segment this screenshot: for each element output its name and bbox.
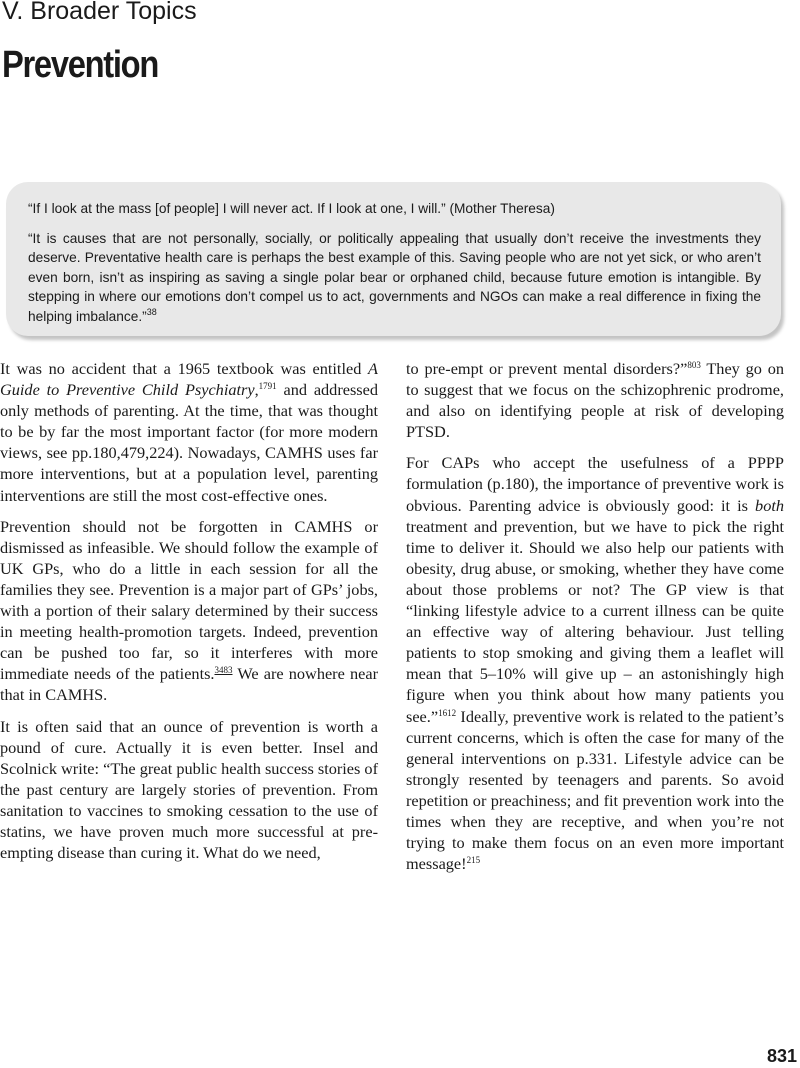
quote-box: [6, 182, 781, 336]
page-number: 831: [766, 1046, 797, 1066]
paragraph: Prevention should not be forgotten in CAMHS or dismissed as infeasible. We should follow the example of UK GPs, who do a little in each session for all the families they see. Prevention is a major part of GPs’ jobs, with a portion of their salary determined by their success in meeting health-promotion targets. Indeed, prevention can be pushed too far, so it interferes with more immediate needs of the patients.$^{3483}$ We are nowhere near that in CAMHS.: [0, 516, 378, 705]
quote-mother-theresa: “If I look at the mass [of people] I will never act. If I look at one, I will.” (Mother Theresa): [28, 201, 555, 216]
citation-ref: 215: [466, 855, 481, 866]
emphasis: both: [755, 495, 784, 515]
citation-ref: 1612: [438, 707, 457, 718]
citation-ref-link[interactable]: 3483: [214, 665, 233, 676]
section-label: V. Broader Topics: [2, 0, 197, 25]
paragraph: It was no accident that a 1965 textbook was entitled A Guide to Preventive Child Psychiatry,$^{1791}$ and addressed only methods of parenting. At the time, that was thought to be by far the most important factor (for more modern views, see pp.180,479,224). Nowadays, CAMHS uses far more interventions, but at a population level, parenting interventions are still the most cost-effective ones.: [0, 359, 379, 505]
quote-causes: [28, 229, 761, 327]
left-column: [0, 358, 378, 873]
page-title: Prevention: [2, 44, 158, 86]
paragraph: It is often said that an ounce of prevention is worth a pound of cure. Actually it is even better. Insel and Scolnick write: “The great public health success stories of the past century are largely stories of prevention. From sanitation to vaccines to smoking cessation to the use of statins, we have proven much more successful at pre-empting disease than curing it. What do we need,: [0, 716, 378, 863]
paragraph: For CAPs who accept the usefulness of a PPPP formulation (p.180), the importance of preventive work is obvious. Parenting advice is obviously good: it is both treatment and prevention, but we have to pick the right time to deliver it. Should we also help our patients with obesity, drug abuse, or smoking, whether they have come about those problems or not? The GP view is that “linking lifestyle advice to a current illness can be quite an effective way of altering behaviour. Just telling patients to stop smoking and giving them a leaflet will mean that 5–10% will give up – an astonishingly high figure when you think about how many patients you see.”$^{1612}$ Ideally, preventive work is related to the patient’s current concerns, which is often the case for many of the general interventions on p.331. Lifestyle advice can be strongly resented by teenagers and parents. So avoid repetition or preachiness; and fit prevention work into the times when they are receptive, and when you’re not trying to make them focus on an even more important message!$^{215}$: [406, 453, 784, 874]
citation-ref: 1791: [258, 381, 277, 392]
citation-ref: 38: [146, 306, 157, 317]
book-title: A Guide to Preventive Child Psychiatry: [0, 359, 378, 400]
quote-causes-text: “It is causes that are not personally, socially, or politically appealing that usually don’t receive the investments they deserve. Preventative health care is perhaps the best example of this. Saving people who are not yet sick, or who aren’t even born, isn’t as inspiring as saving a single polar bear or orphaned child, because future emotion is intangible. By stepping in where our emotions don’t compel us to act, governments and NGOs can make a real difference in fixing the helping imbalance.”: [28, 230, 761, 324]
citation-ref: 803: [687, 360, 701, 370]
right-column: [406, 358, 784, 884]
paragraph: to pre-empt or prevent mental disorders?”$^{803}$ They go on to suggest that we focus on the schizophrenic prodrome, and also on identifying people at risk of developing PTSD.: [406, 359, 785, 442]
